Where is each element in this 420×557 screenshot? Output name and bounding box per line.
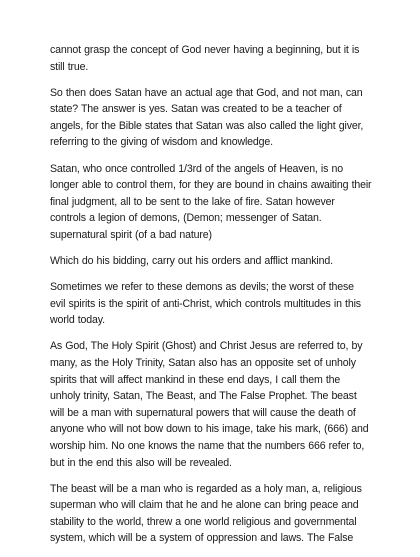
body-text (50, 42, 372, 557)
paragraph-1: cannot grasp the concept of God never having a beginning, but it is still true. (50, 44, 360, 73)
paragraph-3: Satan, who once controlled 1/3rd of the angels of Heaven, is no longer able to control them, for they are bound in chains awaiting their final judgment, all to be sent to the lake of fire. Satan however controls a legion of demons, (Demon; messenger of Satan. supernatural spirit (of a bad nature) (50, 162, 372, 241)
paragraph-2: So then does Satan have an actual age that God, and not man, can state? The answer is yes. Satan was created to be a teacher of angels, for the Bible states that Satan was also called the light giver, referring to the giving of wisdom and knowledge. (50, 86, 364, 149)
paragraph-6: As God, The Holy Spirit (Ghost) and Christ Jesus are referred to, by many, as the Holy Trinity, Satan also has an opposite set of unholy spirits that will affect mankind in these end days, I call them the unholy trinity, Satan, The Beast, and The False Prophet. The beast will be a man with supernatural powers that will cause the death of anyone who will not bow down to his image, take his mark, (666) and worship him. No one knows the name that the numbers 666 refer to, but in the end this also will be revealed. (50, 340, 369, 469)
paragraph-7: The beast will be a man who is regarded as a holy man, a, religious superman who will claim that he and he alone can bring peace and stability to the world, threw a one world religious and governmental system, which will be a system of oppression and laws. The False (50, 482, 362, 545)
paragraph-4: Which do his bidding, carry out his orders and afflict mankind. (50, 255, 333, 268)
paragraph-5: Sometimes we refer to these demons as devils; the worst of these evil spirits is the spirit of anti-Christ, which controls multitudes in this world today. (50, 281, 361, 327)
